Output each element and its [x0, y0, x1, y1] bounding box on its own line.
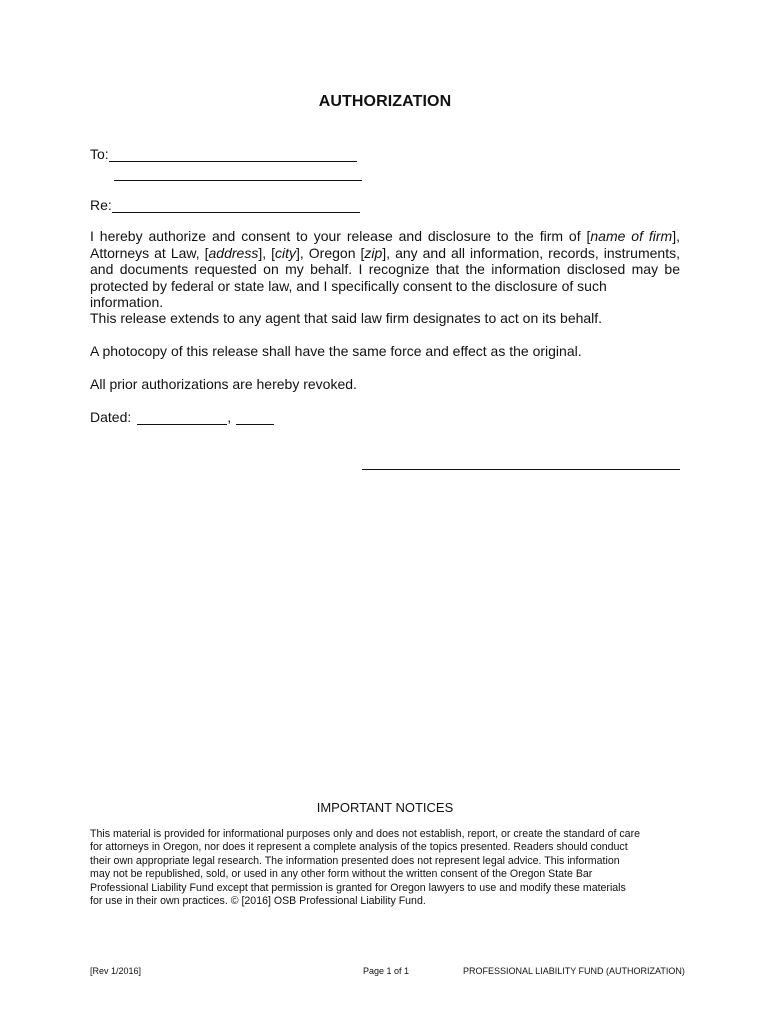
notice-line: their own appropriate legal research. The information presented does not represent legal advice. This information: [90, 854, 620, 867]
to-blank-line-2[interactable]: [114, 166, 362, 181]
body-line-3: and documents requested on my behalf. I recognize that the information disclosed may be: [90, 261, 680, 278]
re-blank-line[interactable]: [112, 198, 360, 213]
notices-title: IMPORTANT NOTICES: [316, 800, 454, 815]
agent-paragraph: This release extends to any agent that said law firm designates to act on its behalf.: [90, 310, 603, 326]
document-title: AUTHORIZATION: [318, 93, 452, 110]
notice-line: Professional Liability Fund except that permission is granted for Oregon lawyers to use and modify these materials: [90, 881, 626, 894]
body-line-2: Attorneys at Law, [address], [city], Oregon [zip], any and all information, records, instruments,: [90, 244, 680, 261]
dated-month-day-field[interactable]: [137, 410, 227, 425]
re-row: [90, 197, 360, 213]
re-label: Re:: [90, 197, 112, 213]
address-placeholder: address: [208, 244, 259, 261]
to-blank-line-1[interactable]: [109, 147, 357, 162]
to-label: To:: [90, 146, 109, 162]
authorization-paragraph: [90, 228, 680, 311]
dated-year-field[interactable]: [236, 410, 274, 425]
notice-line: for use in their own practices. © [2016] OSB Professional Liability Fund.: [90, 895, 426, 908]
body-line-4: protected by federal or state law, and I specifically consent to the disclosure of such information.: [90, 277, 607, 311]
notice-line: This material is provided for informational purposes only and does not establish, report, or create the standard of care: [90, 828, 640, 840]
footer-label: PROFESSIONAL LIABILITY FUND (AUTHORIZATION): [463, 966, 685, 976]
to-row-2: [114, 166, 362, 181]
notice-line: for attorneys in Oregon, nor does it represent a complete analysis of the topics presented. Readers should conduct: [90, 841, 628, 854]
city-placeholder: city: [275, 244, 296, 261]
photocopy-paragraph: A photocopy of this release shall have the same force and effect as the original.: [90, 343, 582, 359]
dated-row: [90, 409, 274, 425]
signature-line[interactable]: [362, 469, 680, 470]
to-row: [90, 146, 357, 162]
notices-body: [90, 828, 690, 908]
body-line-1: I hereby authorize and consent to your release and disclosure to the firm of [name of firm],: [90, 228, 680, 244]
footer-page-number: Page 1 of 1: [363, 966, 410, 976]
name-of-firm-placeholder: name of firm: [590, 228, 673, 244]
dated-label: Dated:: [90, 409, 132, 425]
notice-line: may not be republished, sold, or used in any other form without the written consent of the Oregon State Bar: [90, 868, 593, 881]
zip-placeholder: zip: [364, 244, 383, 261]
footer-revision: [Rev 1/2016]: [90, 966, 142, 976]
revocation-paragraph: All prior authorizations are hereby revoked.: [90, 376, 357, 392]
dated-separator: ,: [227, 409, 232, 425]
